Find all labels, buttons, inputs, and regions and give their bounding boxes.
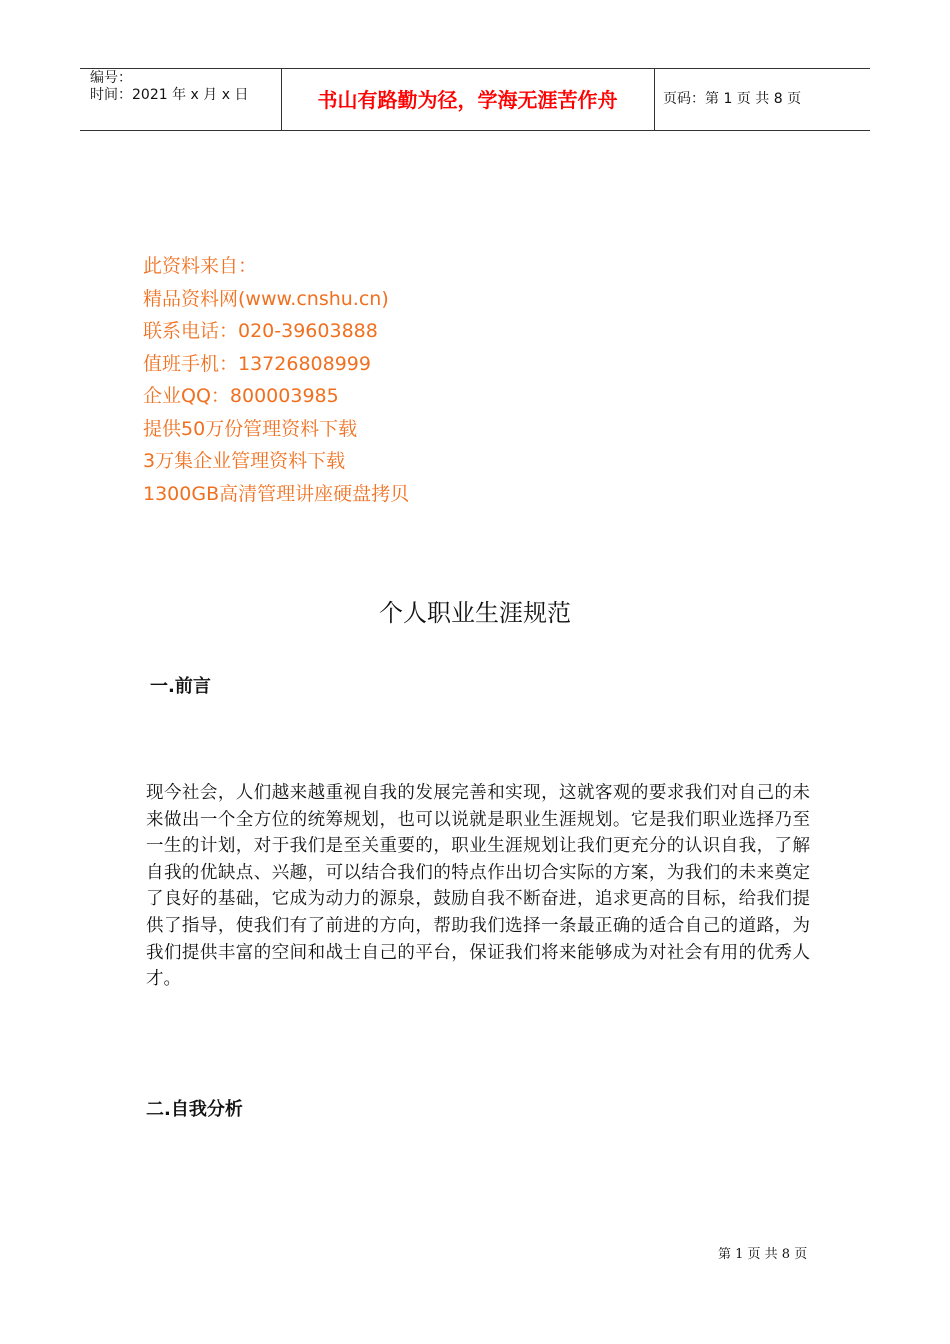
promo-line: 提供50万份管理资料下载 [143, 417, 358, 440]
promo-line-mobile: 值班手机：13726808999 [143, 352, 371, 375]
section-heading-preface: 一.前言 [150, 676, 211, 697]
promo-block [143, 250, 409, 510]
section-body-preface: 现今社会，人们越来越重视自我的发展完善和实现，这就客观的要求我们对自己的未来做出一个全方位的统筹规划，也可以说就是职业生涯规划。它是我们职业选择乃至一生的计划，对于我们是至关重要的，职业生涯规划让我们更充分的认识自我，了解自我的优缺点、兴趣，可以结合我们的特点作出切合实际的方案，为我们的未来奠定了良好的基础，它成为动力的源泉，鼓励自我不断奋进，追求更高的目标，给我们提供了指导，使我们有了前进的方向，帮助我们选择一条最正确的适合自己的道路，为我们提供丰富的空间和战士自己的平台，保证我们将来能够成为对社会有用的优秀人才。 [146, 783, 810, 990]
promo-line-website: 精品资料网(www.cnshu.cn) [143, 287, 389, 310]
promo-line: 此资料来自： [143, 255, 258, 277]
promo-line-qq: 企业QQ：800003985 [143, 385, 339, 407]
promo-line: 3万集企业管理资料下载 [143, 450, 346, 472]
section-heading-self-analysis: 二.自我分析 [146, 1099, 243, 1120]
footer-page-number: 第 1 页 共 8 页 [718, 1247, 808, 1262]
header-page-number: 页码：第 1 页 共 8 页 [663, 91, 802, 107]
header-motto: 书山有路勤为径，学海无涯苦作舟 [317, 88, 618, 112]
document-number-label: 编号： [90, 70, 132, 86]
promo-line-phone: 联系电话：020-39603888 [143, 320, 378, 342]
header-motto-cell [281, 69, 655, 130]
page-header [80, 68, 870, 131]
promo-line: 1300GB高清管理讲座硬盘拷贝 [143, 482, 410, 505]
header-meta-cell [80, 69, 282, 130]
header-page-cell [655, 69, 870, 130]
document-title: 个人职业生涯规范 [379, 599, 571, 627]
document-time-label: 时间：2021 年 x 月 x 日 [90, 87, 249, 103]
